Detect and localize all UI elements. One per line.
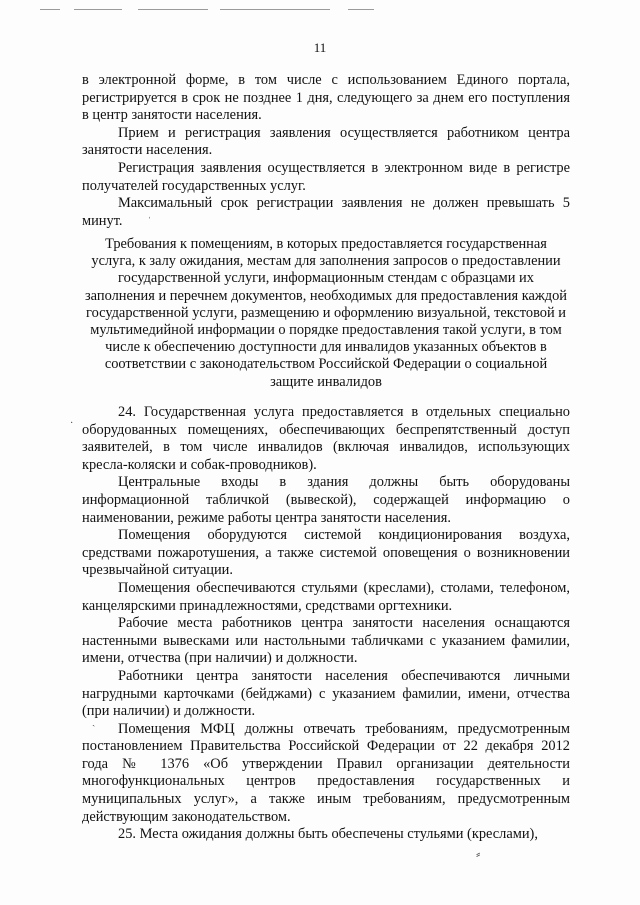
paragraph: Регистрация заявления осуществляется в электронном виде в регистре получателей государственных услуг.	[82, 159, 570, 194]
scan-speck: ˈ	[148, 216, 152, 227]
paragraph: Работники центра занятости населения обеспечиваются личными нагрудными карточками (бейджами) с указанием фамилии, имени, отчества (при наличии) и должности.	[82, 667, 570, 720]
paragraph: Центральные входы в здания должны быть оборудованы информационной табличкой (вывеской), содержащей информацию о наименовании, режиме работы центра занятости населения.	[82, 474, 570, 526]
paragraph: Максимальный срок регистрации заявления не должен превышать 5 минут.	[82, 195, 570, 229]
paragraph: Помещения МФЦ должны отвечать требованиям, предусмотренным постановлением Правительства Российской Федерации от 22 декабря 2012 года № 1376 «Об утверждении Правил организации деятельности многофункциональных центров предоставления государственных и муниципальных услуг», а также иным требованиям, предусмотренным действующим законодательством.	[82, 720, 570, 825]
paragraph: в электронной форме, в том числе с использованием Единого портала, регистрируется в срок не позднее 1 дня, следующего за днем его поступления в центр занятости населения.	[82, 72, 570, 124]
page-number: 11	[313, 40, 327, 55]
body-text-block	[82, 404, 570, 844]
paragraph: 25. Места ожидания должны быть обеспечены стульями (креслами),	[118, 826, 538, 843]
paragraph: 24. Государственная услуга предоставляется в отдельных специально оборудованных помещениях, обеспечивающих беспрепятственный доступ заявителей, в том числе инвалидов (включая инвалидов, использующих кресла-коляски и собак-проводников).	[82, 404, 570, 473]
top-text-block	[82, 72, 570, 230]
scan-speck: ⸗	[476, 846, 481, 861]
scan-speck: ·	[70, 418, 74, 429]
scan-speck: ˏ	[92, 716, 96, 727]
paragraph: Прием и регистрация заявления осуществляется работником центра занятости населения.	[82, 124, 570, 159]
paragraph: Помещения оборудуются системой кондиционирования воздуха, средствами пожаротушения, а также системой оповещения о возникновении чрезвычайной ситуации.	[82, 527, 570, 579]
paragraph: Рабочие места работников центра занятости населения оснащаются настенными вывесками или настольными табличками с указанием фамилии, имени, отчества (при наличии) и должности.	[82, 615, 570, 667]
scan-top-rule	[40, 9, 610, 11]
paragraph: Помещения обеспечиваются стульями (креслами), столами, телефоном, канцелярскими принадлежностями, средствами оргтехники.	[82, 579, 570, 614]
section-heading: Требования к помещениям, в которых предоставляется государственная услуга, к залу ожидания, местам для заполнения запросов о предоставлении государственной услуги, информационным стендам с образцами их заполнения и перечнем документов, необходимых для предоставления каждой государственной услуги, размещению и оформлению визуальной, текстовой и мультимедийной информации о порядке предоставления такой услуги, в том числе к обеспечению доступности для инвалидов указанных объектов в соответствии с законодательством Российской Федерации о социальной защите инвалидов	[84, 236, 568, 390]
